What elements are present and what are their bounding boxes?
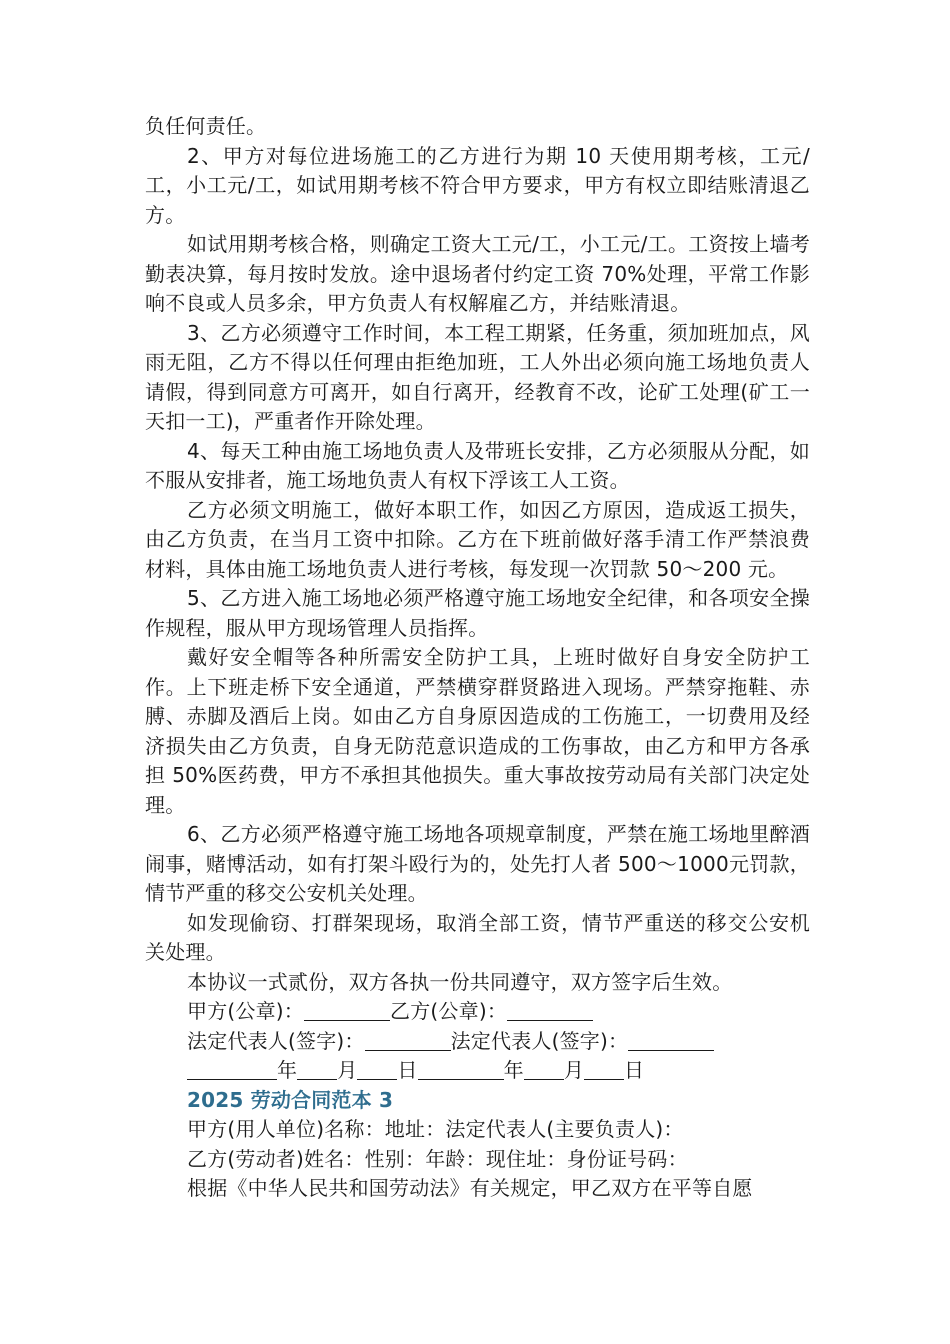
clause-2: 2、甲方对每位进场施工的乙方进行为期 10 天使用期考核，工元/工，小工元/工，如试用期考核不符合甲方要求，甲方有权立即结账清退乙方。: [145, 143, 810, 227]
clause-5: 5、乙方进入施工场地必须严格遵守施工场地安全纪律，和各项安全操作规程，服从甲方现场管理人员指挥。: [145, 586, 810, 640]
rep-b-blank: [628, 1030, 714, 1051]
year-b-label: 年: [503, 1058, 524, 1082]
day-b-blank: [584, 1059, 624, 1080]
month-a-label: 月: [337, 1058, 358, 1082]
document-body: [145, 112, 810, 1204]
representative-line: [145, 1027, 810, 1057]
month-a-blank: [297, 1059, 337, 1080]
party-a-seal-blank: [304, 1000, 390, 1021]
agreement-copies: 本协议一式贰份，双方各执一份共同遵守，双方签字后生效。: [187, 969, 733, 994]
day-b-label: 日: [624, 1058, 645, 1082]
clause-6: 6、乙方必须严格遵守施工场地各项规章制度，严禁在施工场地里醉酒闹事，赌博活动，如有打架斗殴行为的，处先打人者 500～1000元罚款，情节严重的移交公安机关处理。: [145, 822, 810, 905]
party-b-seal-label: 乙方(公章)：: [390, 999, 508, 1023]
seal-line: [145, 997, 810, 1027]
rep-a-blank: [365, 1030, 451, 1051]
rep-b-label: 法定代表人(签字)：: [450, 1028, 629, 1053]
employer-info-line: 甲方(用人单位)名称：地址：法定代表人(主要负责人)：: [187, 1117, 684, 1141]
clause-4: 4、每天工种由施工场地负责人及带班长安排，乙方必须服从分配，如不服从安排者，施工场地负责人有权下浮该工人工资。: [145, 438, 810, 492]
year-b-blank: [418, 1059, 504, 1080]
paragraph-continuation: 负任何责任。: [145, 114, 267, 138]
date-line: [145, 1056, 810, 1086]
party-b-seal-blank: [507, 1000, 593, 1021]
clause-2-wages: 如试用期考核合格，则确定工资大工元/工，小工元/工。工资按上墙考勤表决算，每月按时发放。途中退场者付约定工资 70%处理，平常工作影响不良或人员多余，甲方负责人有权解雇乙方，并结账清退。: [145, 232, 810, 315]
month-b-label: 月: [563, 1058, 585, 1082]
clause-4-civilized-work: 乙方必须文明施工，做好本职工作，如因乙方原因，造成返工损失，由乙方负责，在当月工资中扣除。乙方在下班前做好落手清工作严禁浪费材料，具体由施工场地负责人进行考核，每发现一次罚款 50～200 元。: [145, 497, 810, 581]
section-heading: 2025 劳动合同范本 3: [187, 1087, 394, 1112]
clause-6-theft: 如发现偷窃、打群架现场，取消全部工资，情节严重送的移交公安机关处理。: [145, 910, 810, 964]
clause-5-safety: 戴好安全帽等各种所需安全防护工具，上班时做好自身安全防护工作。上下班走桥下安全通道，严禁横穿群贤路进入现场。严禁穿拖鞋、赤膊、赤脚及酒后上岗。如由乙方自身原因造成的工伤施工，一切费用及经济损失由乙方负责，自身无防范意识造成的工伤事故，由乙方和甲方各承担 50%医药费，甲方不承担其他损失。重大事故按劳动局有关部门决定处理。: [145, 645, 810, 817]
month-b-blank: [524, 1059, 564, 1080]
clause-3: 3、乙方必须遵守工作时间，本工程工期紧，任务重，须加班加点，风雨无阻，乙方不得以任何理由拒绝加班，工人外出必须向施工场地负责人请假，得到同意方可离开，如自行离开，经教育不改，论矿工处理(矿工一天扣一工)，严重者作开除处理。: [145, 320, 810, 433]
year-a-label: 年: [277, 1058, 298, 1082]
rep-a-label: 法定代表人(签字)：: [187, 1028, 365, 1053]
day-a-blank: [357, 1059, 397, 1080]
day-a-label: 日: [397, 1058, 418, 1082]
legal-basis-line: 根据《中华人民共和国劳动法》有关规定，甲乙双方在平等自愿: [187, 1176, 753, 1200]
employee-info-line: 乙方(劳动者)姓名：性别：年龄：现住址：身份证号码：: [187, 1146, 688, 1171]
party-a-seal-label: 甲方(公章)：: [187, 999, 305, 1023]
year-a-blank: [187, 1059, 277, 1080]
